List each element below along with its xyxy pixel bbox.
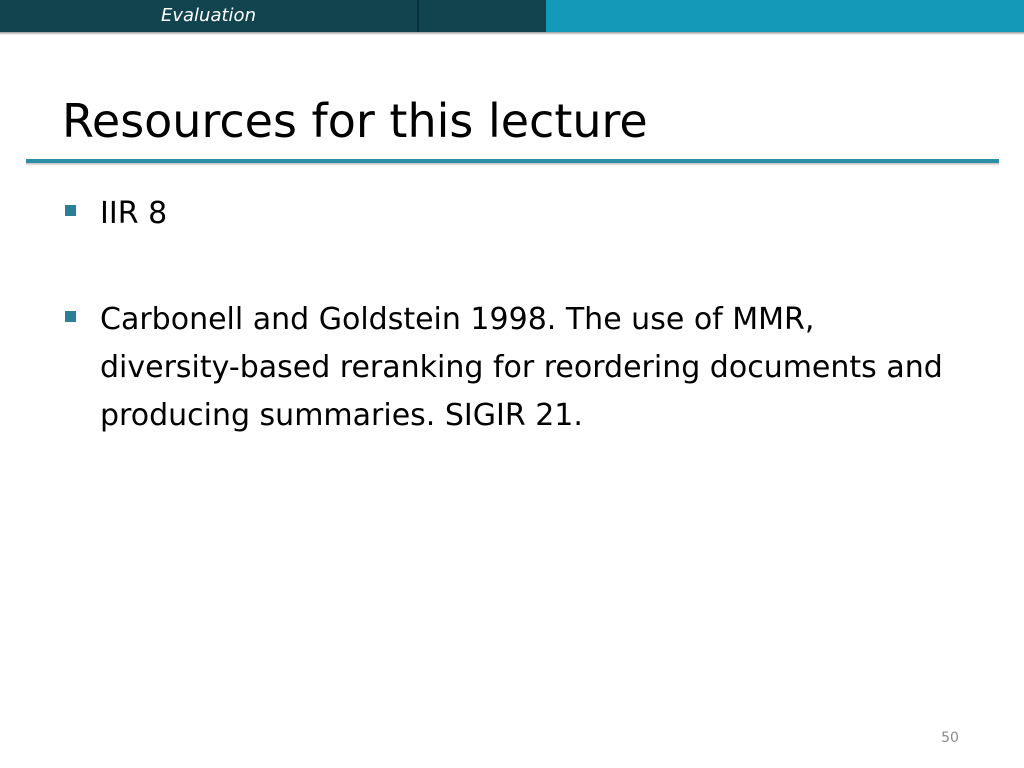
header-bar-light-segment xyxy=(546,0,1024,32)
section-label: Evaluation xyxy=(161,5,256,26)
square-bullet-icon xyxy=(65,205,76,216)
bullet-item xyxy=(62,296,962,440)
title-underline-shadow xyxy=(26,163,999,166)
square-bullet-icon xyxy=(65,311,76,322)
bullet-list xyxy=(62,190,962,440)
header-bar-shadow xyxy=(0,32,1024,35)
header-bar-divider xyxy=(417,0,419,32)
header-bar xyxy=(0,0,1024,32)
bullet-text: IIR 8 xyxy=(100,196,168,231)
bullet-text: Carbonell and Goldstein 1998. The use of MMR, diversity-based reranking for reordering documents and producing summaries. SIGIR 21. xyxy=(100,302,943,433)
page-number: 50 xyxy=(941,730,959,746)
slide-title: Resources for this lecture xyxy=(62,94,648,148)
bullet-item xyxy=(62,190,962,238)
